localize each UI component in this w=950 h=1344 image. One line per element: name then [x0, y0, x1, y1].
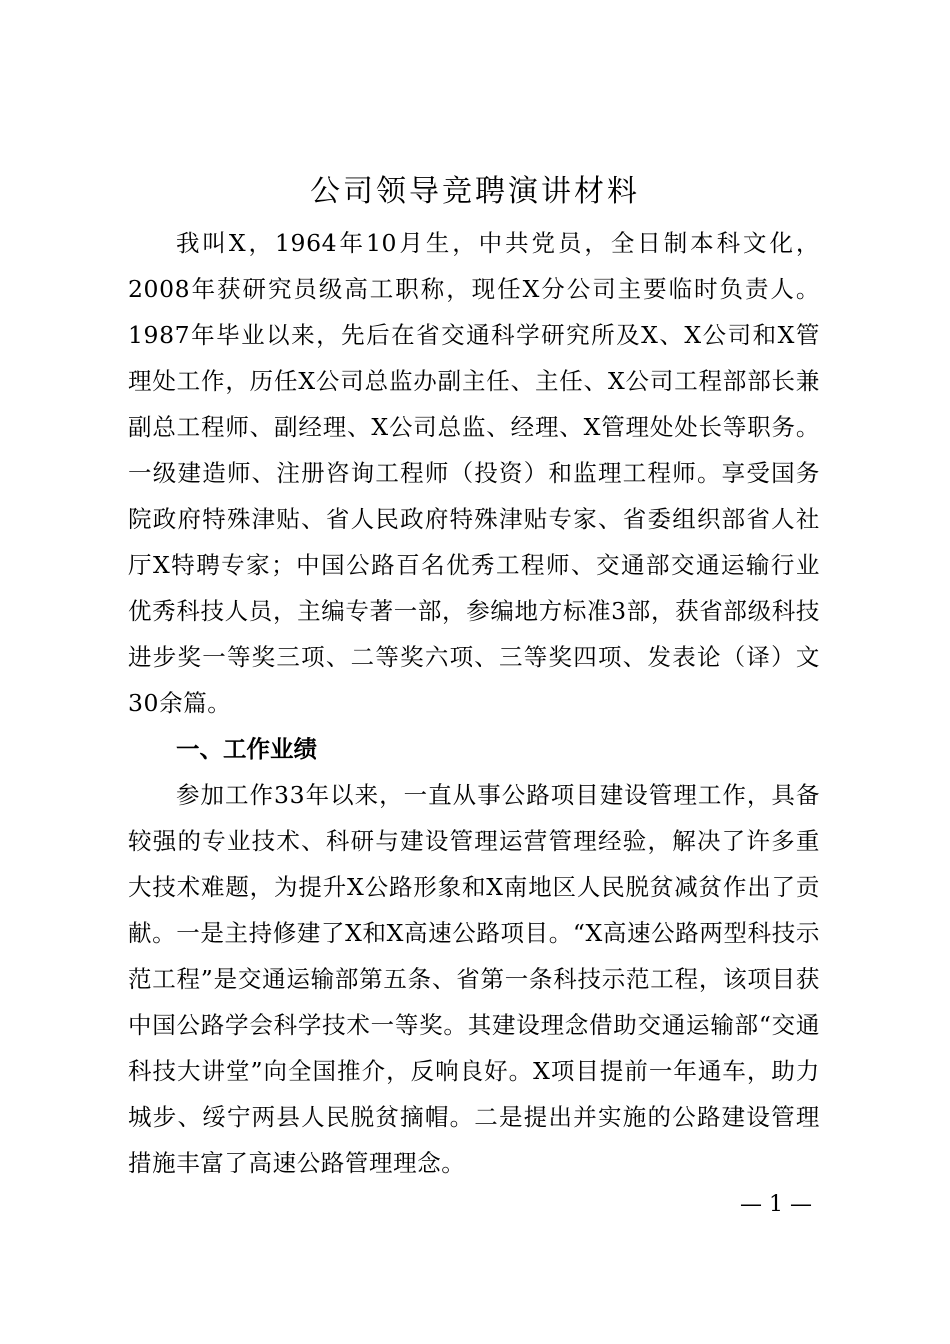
page-number: — 1 — [740, 1192, 812, 1217]
document-title: 公司领导竞聘演讲材料 [310, 174, 640, 209]
intro-paragraph: 我叫X，1964年10月生，中共党员，全日制本科文化，2008年获研究员级高工职称，现任X分公司主要临时负责人。1987年毕业以来，先后在省交通科学研究所及X、X公司和X管理处工作，历任X公司总监办副主任、主任、X公司工程部部长兼副总工程师、副经理、X公司总监、经理、X管理处处长等职务。一级建造师、注册咨询工程师（投资）和监理工程师。享受国务院政府特殊津贴、省人民政府特殊津贴专家、省委组织部省人社厅X特聘专家；中国公路百名优秀工程师、交通部交通运输行业优秀科技人员，主编专著一部，参编地方标准3部，获省部级科技进步奖一等奖三项、二等奖六项、三等奖四项、发表论（译）文30余篇。 [128, 229, 820, 717]
work-achievements-paragraph: 参加工作33年以来，一直从事公路项目建设管理工作，具备较强的专业技术、科研与建设管理运营管理经验，解决了许多重大技术难题，为提升X公路形象和X南地区人民脱贫减贫作出了贡献。一是主持修建了X和X高速公路项目。“X高速公路两型科技示范工程”是交通运输部第五条、省第一条科技示范工程，该项目获中国公路学会科学技术一等奖。其建设理念借助交通运输部“交通科技大讲堂”向全国推介，反响良好。X项目提前一年通车，助力城步、绥宁两县人民脱贫摘帽。二是提出并实施的公路建设管理措施丰富了高速公路管理理念。 [128, 781, 820, 1177]
section-heading-work-achievements: 一、工作业绩 [176, 735, 317, 763]
